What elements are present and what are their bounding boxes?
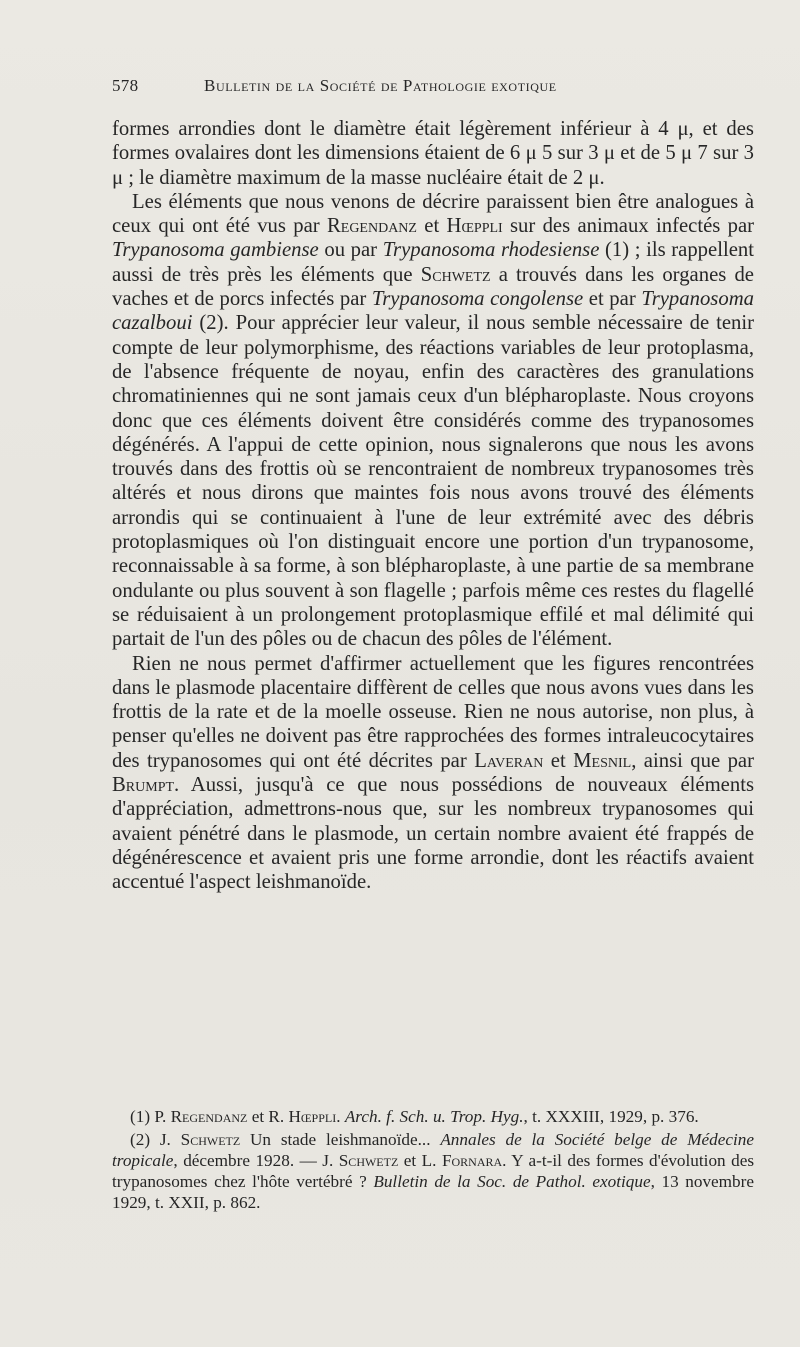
- journal-title: Bulletin de la Soc. de Pathol. exotique: [373, 1172, 651, 1191]
- footnote-text: .: [336, 1107, 345, 1126]
- author-name: Schwetz: [420, 263, 491, 286]
- paragraph-1: [112, 117, 754, 190]
- paragraph-2-text: sur des animaux infectés par: [502, 215, 755, 238]
- species-name: Trypanosoma rhodesiense: [382, 239, 600, 262]
- paragraph-2-text: a trouvés dans les organes de vaches et de porcs infectés par: [112, 263, 754, 311]
- author-name: Regendanz: [326, 215, 417, 238]
- author-name: Schwetz: [338, 1151, 399, 1170]
- running-title: Bulletin de la Société de Pathologie exotique: [204, 76, 557, 95]
- paragraph-3-text: Rien ne nous permet d'affirmer actuellement que les figures rencontrées dans le plasmode placentaire diffèrent de celles que nous avons vues dans les frottis de la rate et de la moelle osseuse. Rien ne nous autorise, non plus, à penser qu'elles ne doivent pas être rapprochées des formes intraleucocytaires des trypanosomes qui ont été décrites par: [112, 652, 754, 772]
- paragraph-2-text: ou par: [318, 239, 383, 262]
- footnote-text: (1) P.: [130, 1107, 171, 1126]
- author-name: Schwetz: [180, 1130, 241, 1149]
- author-name: Brumpt: [112, 774, 175, 797]
- author-name: Mesnil: [573, 749, 632, 772]
- footnote-1: [112, 1106, 754, 1127]
- species-name: Trypanosoma gambiense: [112, 239, 319, 262]
- footnote-text: . Y a-t-il des formes d'évolution des trypanosomes chez l'hôte vertébré ?: [112, 1151, 755, 1191]
- species-name: Trypanosoma congolense: [371, 288, 584, 311]
- paragraph-3-text: , ainsi que par: [631, 749, 755, 772]
- footnote-text: Un stade leishmanoïde...: [240, 1130, 441, 1149]
- footnote-text: et R.: [247, 1107, 289, 1126]
- author-name: Hœppli: [446, 215, 503, 238]
- page-header: [112, 76, 672, 100]
- footnotes: [112, 1106, 754, 1215]
- paragraph-2-text: Les éléments que nous venons de décrire paraissent bien être analogues à ceux qui ont été vus par: [112, 190, 754, 238]
- footnote-text: , décembre 1928. — J.: [173, 1151, 339, 1170]
- species-name: Trypanosoma cazalboui: [112, 288, 754, 335]
- paragraph-2-text: et: [416, 215, 447, 238]
- paragraph-1-text: formes arrondies dont le diamètre était légèrement inférieur à 4 μ, et des formes ovalaires dont les dimensions étaient de 6 μ 5 sur 3 μ et de 5 μ 7 sur 3 μ ; le diamètre maximum de la masse nucléaire était de 2 μ.: [112, 118, 754, 189]
- paragraph-3-text: . Aussi, jusqu'à ce que nous possédions de nouveaux éléments d'appréciation, admettrons-nous que, sur les nombreux trypanosomes qui avaient pénétré dans le plasmode, un certain nombre avaient été frappés de dégénérescence et avaient pris une forme arrondie, dont les réactifs avaient accentué l'aspect leishmanoïde.: [112, 774, 754, 894]
- footnote-text: et L.: [398, 1151, 442, 1170]
- page-number: 578: [112, 76, 139, 95]
- journal-title: Arch. f. Sch. u. Trop. Hyg.: [344, 1107, 524, 1126]
- footnote-text: , t. XXXIII, 1929, p. 376.: [523, 1107, 699, 1126]
- journal-title: Annales de la Société belge de Médecine tropicale: [112, 1130, 755, 1170]
- author-name: Fornara: [441, 1151, 503, 1170]
- paragraph-2: [112, 190, 754, 652]
- paragraph-2-text: (1) ; ils rappellent aussi de très près les éléments que: [112, 239, 754, 286]
- author-name: Hœppli: [288, 1107, 337, 1126]
- body-text: [112, 117, 754, 895]
- author-name: Regendanz: [170, 1107, 248, 1126]
- footnote-2: [112, 1129, 754, 1213]
- paragraph-3-text: et: [543, 749, 574, 772]
- paragraph-3: [112, 652, 754, 895]
- footnote-text: , 13 novembre 1929, t. XXII, p. 862.: [112, 1172, 754, 1212]
- author-name: Laveran: [474, 749, 544, 772]
- footnote-text: (2) J.: [130, 1130, 181, 1149]
- paragraph-2-text: et par: [583, 288, 642, 311]
- paragraph-2-text: (2). Pour apprécier leur valeur, il nous semble nécessaire de tenir compte de leur polymorphisme, des réactions variables de leur protoplasma, de l'absence fréquente de noyau, enfin des caractères des granulations chromatiniennes qui ne sont jamais ceux d'un blépharoplaste. Nous croyons donc que ces éléments doivent être considérés comme des trypanosomes dégénérés. A l'appui de cette opinion, nous signalerons que nous les avons trouvés dans des frottis où se rencontraient de nombreux trypanosomes très altérés et nous dirons que maintes fois nous avons trouvé des éléments arrondis qui se continuaient à l'une de leur extrémité avec des débris protoplasmiques où l'on distinguait encore une portion d'un trypanosome, reconnaissable à sa forme, à son blépharoplaste, à une partie de sa membrane ondulante ou plus souvent à son flagelle ; parfois même ces restes du flagellé se réduisaient à un prolongement protoplasmique effilé et mal délimité qui partait de l'un des pôles ou de chacun des pôles de l'élément.: [112, 312, 754, 651]
